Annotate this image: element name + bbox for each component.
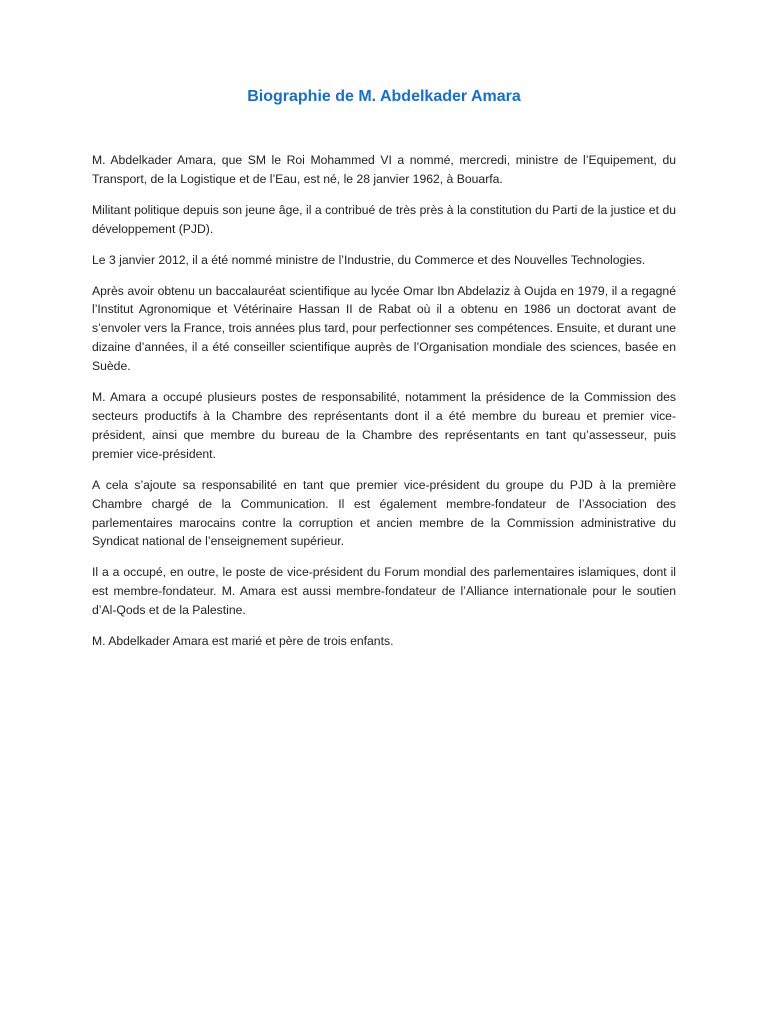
paragraph-forum: Il a a occupé, en outre, le poste de vice-président du Forum mondial des parlementaires islamiques, dont il est membre-fondateur. M. Amara est aussi membre-fondateur de l’Alliance internationale pour le soutien d’Al-Qods et de la Palestine.	[92, 565, 676, 618]
paragraph-political-activism: Militant politique depuis son jeune âge, il a contribué de très près à la constitution du Parti de la justice et du développement (PJD).	[92, 202, 676, 236]
document-body	[92, 151, 676, 663]
paragraph-education: Après avoir obtenu un baccalauréat scientifique au lycée Omar Ibn Abdelaziz à Oujda en 1979, il a regagné l’Institut Agronomique et Vétérinaire Hassan II de Rabat où il a obtenu en 1986 un doctorat avant de s’envoler vers la France, trois années plus tard, pour perfectionner ses compétences. Ensuite, et durant une dizaine d’années, il a été conseiller scientifique auprès de l’Organisation mondiale des sciences, basée en Suède.	[92, 283, 676, 374]
paragraph-industry-ministry: Le 3 janvier 2012, il a été nommé ministre de l’Industrie, du Commerce et des Nouvelles Technologies.	[92, 252, 646, 267]
paragraph-birth: M. Abdelkader Amara, que SM le Roi Mohammed VI a nommé, mercredi, ministre de l’Equipement, du Transport, de la Logistique et de l’Eau, est né, le 28 janvier 1962, à Bouarfa.	[92, 153, 676, 186]
page-title: Biographie de M. Abdelkader Amara	[247, 88, 521, 105]
paragraph-family: M. Abdelkader Amara est marié et père de trois enfants.	[92, 634, 394, 649]
paragraph-pjd-group: A cela s’ajoute sa responsabilité en tant que premier vice-président du groupe du PJD à la première Chambre chargé de la Communication. Il est également membre-fondateur de l’Association des parlementaires marocains contre la corruption et ancien membre de la Commission administrative du Syndicat national de l’enseignement supérieur.	[92, 477, 676, 549]
paragraph-parliament-responsibilities: M. Amara a occupé plusieurs postes de responsabilité, notamment la présidence de la Commission des secteurs productifs à la Chambre des représentants dont il a été membre du bureau et premier vice-président, ainsi que membre du bureau de la Chambre des représentants en tant qu’assesseur, puis premier vice-président.	[92, 390, 676, 461]
